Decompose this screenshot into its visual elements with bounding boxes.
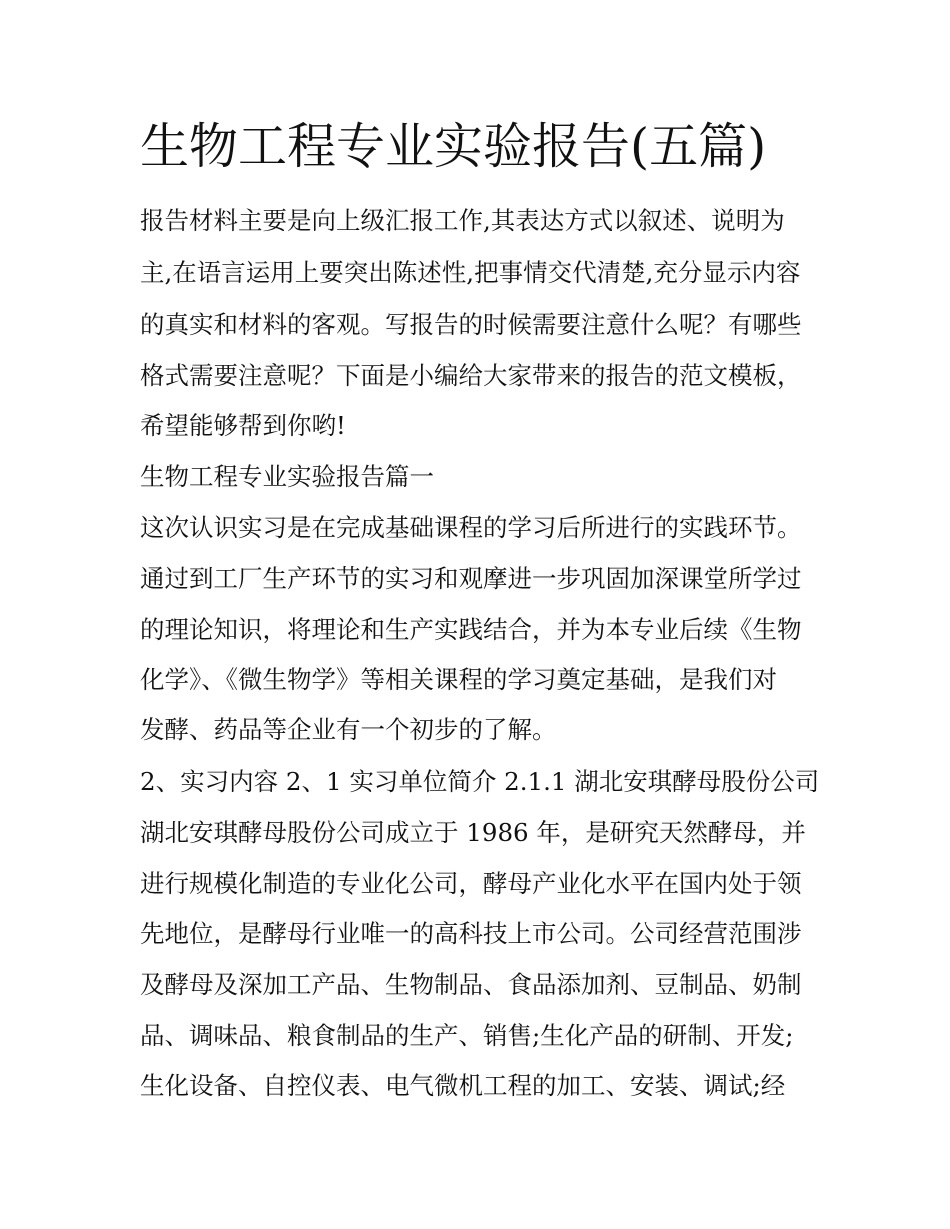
body-line-5: 发酵、药品等企业有一个初步的了解。 [140,715,557,744]
company-line-3: 先地位，是酵母行业唯一的高科技上市公司。公司经营范围涉 [140,919,802,948]
intro-line-3: 的真实和材料的客观。写报告的时候需要注意什么呢？有哪些 [140,310,802,339]
intro-line-5: 希望能够帮到你哟! [140,411,346,440]
document-title: 生物工程专业实验报告(五篇) [140,118,767,175]
body-line-3: 的理论知识，将理论和生产实践结合，并为本专业后续《生物 [140,615,802,644]
company-line-6: 生化设备、自控仪表、电气微机工程的加工、安装、调试;经 [140,1071,786,1100]
subsection-heading: 2、实习内容 2、1 实习单位简介 2.1.1 湖北安琪酵母股份公司 [140,767,820,796]
company-line-4: 及酵母及深加工产品、生物制品、食品添加剂、豆制品、奶制 [140,970,802,999]
company-line-5: 品、调味品、粮食制品的生产、销售;生化产品的研制、开发; [140,1021,794,1050]
body-line-4: 化学》、《微生物学》等相关课程的学习奠定基础，是我们对 [140,665,777,694]
company-line-2: 进行规模化制造的专业化公司，酵母产业化水平在国内处于领 [140,869,802,898]
body-line-1: 这次认识实习是在完成基础课程的学习后所进行的实践环节。 [140,513,802,542]
section-heading-1: 生物工程专业实验报告篇一 [140,462,434,491]
intro-line-1: 报告材料主要是向上级汇报工作,其表达方式以叙述、说明为 [140,206,785,235]
body-line-2: 通过到工厂生产环节的实习和观摩进一步巩固加深课堂所学过 [140,564,802,593]
intro-line-4: 格式需要注意呢？下面是小编给大家带来的报告的范文模板， [140,361,802,390]
intro-line-2: 主,在语言运用上要突出陈述性,把事情交代清楚,充分显示内容 [140,258,801,287]
company-line-1: 湖北安琪酵母股份公司成立于 1986 年，是研究天然酵母，并 [140,818,806,847]
